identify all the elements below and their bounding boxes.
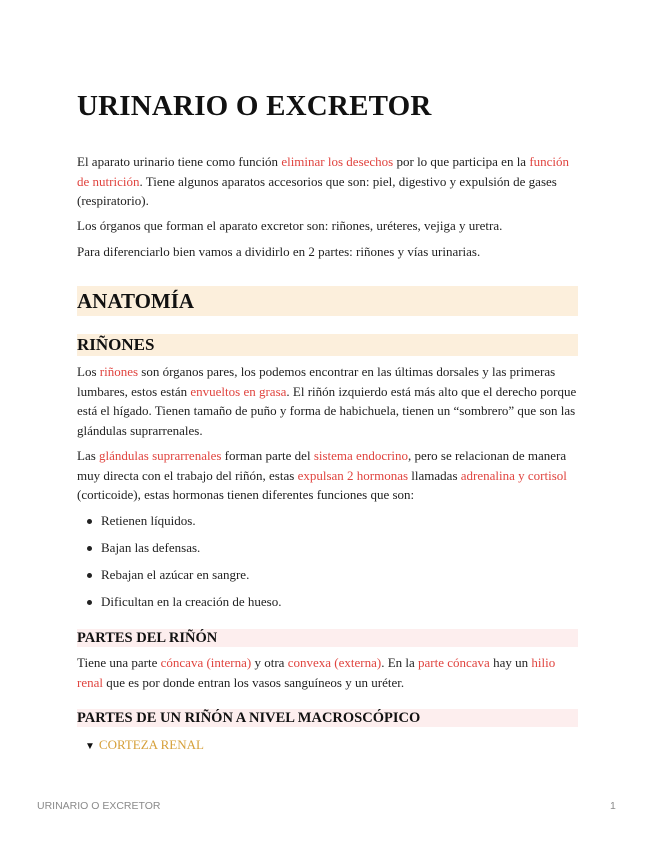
- highlight-envueltos-grasa: envueltos en grasa: [190, 383, 287, 399]
- rinones-paragraph-2: [77, 446, 578, 505]
- section-heading-rinones: RIÑONES: [77, 334, 578, 356]
- toggle-corteza-renal[interactable]: [85, 736, 204, 756]
- intro-paragraph-1: [77, 152, 578, 211]
- highlight-adrenalina-cortisol: adrenalina y cortisol: [460, 467, 567, 483]
- text-run: El aparato urinario tiene como función: [77, 154, 282, 169]
- section-heading-anatomia: ANATOMÍA: [77, 286, 578, 316]
- toggle-label[interactable]: CORTEZA RENAL: [98, 737, 204, 752]
- text-run: (corticoide), estas hormonas tienen diferentes funciones que son:: [77, 487, 415, 502]
- section-heading-macroscopico: PARTES DE UN RIÑÓN A NIVEL MACROSCÓPICO: [77, 709, 578, 727]
- text-run: , pero se relacionan de manera muy directa con el trabajo del riñón, estas: [77, 448, 567, 483]
- list-item: Dificultan en la creación de hueso.: [77, 592, 578, 619]
- text-run: llamadas: [408, 467, 461, 483]
- text-run: que es por donde entran los vasos sanguíneos y un uréter.: [102, 674, 405, 690]
- list-item: Rebajan el azúcar en sangre.: [77, 565, 578, 592]
- text-run: Las: [77, 448, 100, 463]
- text-run: hay un: [489, 655, 532, 670]
- list-item: Bajan las defensas.: [77, 538, 578, 565]
- highlight-sistema-endocrino: sistema endocrino: [313, 448, 409, 463]
- highlight-glandulas: glándulas suprarrenales: [99, 448, 222, 463]
- text-run: y otra: [251, 655, 288, 670]
- highlight-convexa: convexa (externa): [287, 655, 382, 670]
- hormone-functions-list: [77, 511, 578, 619]
- intro-paragraph-2: Los órganos que forman el aparato excretor son: riñones, uréteres, vejiga y uretra.: [77, 218, 503, 233]
- text-run: . En la: [381, 655, 419, 670]
- footer-page-number: 1: [610, 800, 616, 812]
- intro-paragraph-3: Para diferenciarlo bien vamos a dividirlo en 2 partes: riñones y vías urinarias.: [77, 244, 481, 259]
- highlight-expulsan-hormonas: expulsan 2 hormonas: [297, 467, 409, 483]
- rinones-paragraph-1: [77, 362, 578, 440]
- highlight-rinones: riñones: [99, 364, 139, 379]
- partes-paragraph: [77, 653, 578, 692]
- text-run: por lo que participa en la: [393, 154, 530, 169]
- footer-title: URINARIO O EXCRETOR: [37, 800, 161, 812]
- text-run: Tiene una parte: [77, 655, 161, 670]
- triangle-down-icon[interactable]: ▼: [85, 741, 95, 752]
- text-run: . El riñón izquierdo está más alto que el derecho porque está el hígado. Tienen tamaño de puño y forma de habichuela, tienen un “sombrero” que son las glándulas suprarrenales.: [77, 383, 577, 438]
- highlight-hilio-renal: hilio renal: [77, 655, 556, 690]
- page-title: URINARIO O EXCRETOR: [77, 90, 432, 122]
- highlight-parte-concava: parte cóncava: [418, 655, 490, 670]
- highlight-concava: cóncava (interna): [160, 655, 252, 670]
- text-run: . Tiene algunos aparatos accesorios que son: piel, digestivo y expulsión de gases (respiratorio).: [77, 173, 557, 208]
- section-heading-partes-rinon: PARTES DEL RIÑÓN: [77, 629, 578, 647]
- text-run: forman parte del: [221, 448, 314, 463]
- highlight-funcion-nutricion: función de nutrición: [77, 154, 570, 189]
- text-run: Los: [77, 364, 100, 379]
- highlight-eliminar: eliminar los desechos: [281, 154, 394, 169]
- list-item: Retienen líquidos.: [77, 511, 578, 538]
- text-run: son órganos pares, los podemos encontrar en las últimas dorsales y las primeras lumbares, estos están: [77, 364, 556, 399]
